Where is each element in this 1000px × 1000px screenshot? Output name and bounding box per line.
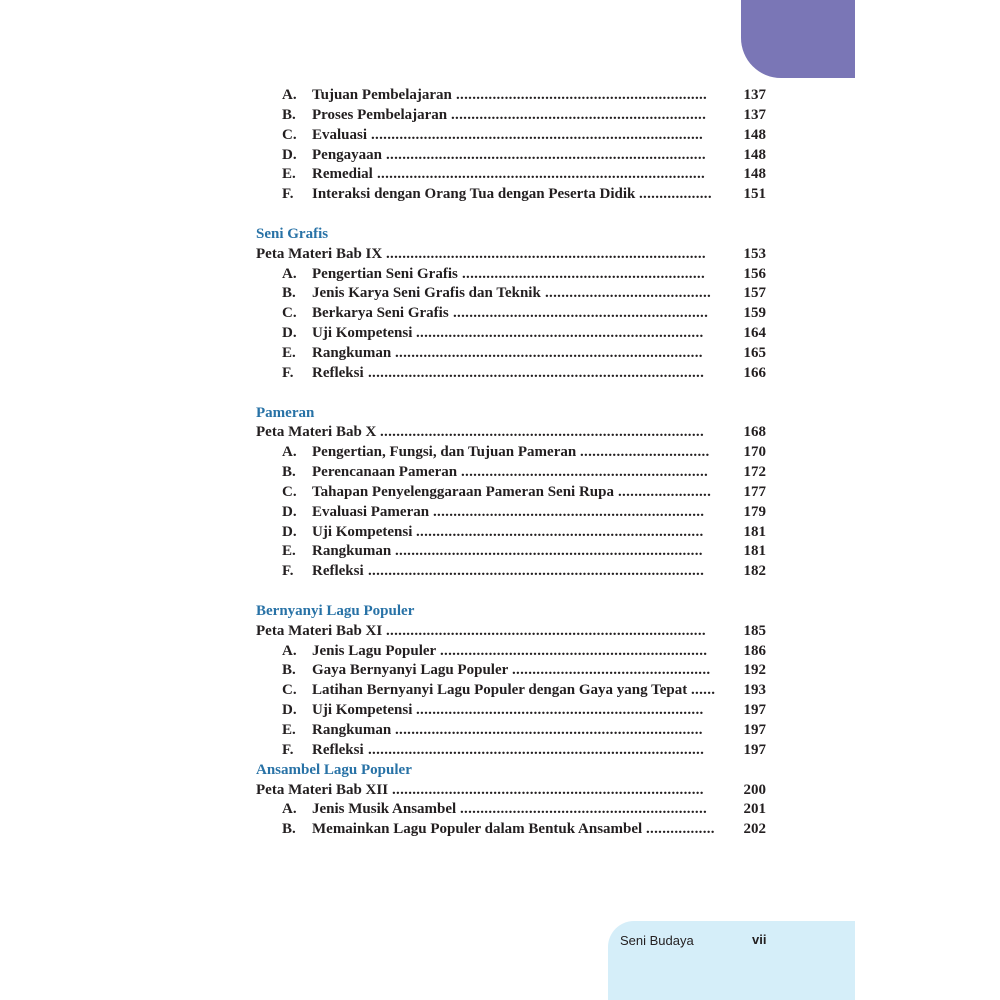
toc-entry-heading — [282, 721, 391, 741]
toc-entry — [256, 165, 766, 185]
corner-tab-decoration — [741, 0, 855, 78]
toc-entry-heading — [282, 503, 429, 523]
footer-book-title: Seni Budaya — [620, 933, 694, 948]
toc-entry-letter: E. — [282, 344, 296, 361]
toc-entry-title: Evaluasi Pameran — [312, 503, 430, 520]
toc-entry-letter: C. — [282, 126, 297, 143]
toc-entry-letter: D. — [282, 146, 297, 163]
toc-entry-title: Rangkuman — [312, 543, 392, 560]
toc-entry-heading — [282, 344, 391, 364]
toc-entry-title: Pengertian Seni Grafis — [312, 265, 458, 282]
toc-dot-leader: ................................................................................... — [368, 364, 705, 381]
toc-entry-heading — [282, 284, 541, 304]
toc-map-entry — [256, 423, 766, 443]
toc-entry-title: Peta Materi Bab X — [256, 424, 377, 441]
toc-dot-leader: ...... — [691, 682, 716, 699]
toc-entry — [256, 86, 766, 106]
toc-entry-title: Uji Kompetensi — [312, 523, 413, 540]
toc-dot-leader: ............................................................................... — [386, 622, 706, 639]
toc-entry — [256, 284, 766, 304]
toc-entry-title: Uji Kompetensi — [312, 702, 413, 719]
toc-entry — [256, 146, 766, 166]
toc-dot-leader: ................................ — [580, 444, 710, 461]
toc-entry-letter: E. — [282, 722, 296, 738]
toc-section-title: Bernyanyi Lagu Populer — [256, 602, 415, 619]
toc-entry-title: Berkarya Seni Grafis — [312, 305, 449, 322]
toc-dot-leader: ............................................................. — [461, 464, 709, 481]
toc-dot-leader: ............................................................................... — [386, 146, 706, 163]
toc-entry-heading — [282, 165, 373, 185]
toc-entry-page: 137 — [743, 106, 766, 123]
toc-entry — [256, 185, 766, 205]
toc-entry-heading — [282, 126, 367, 146]
toc-entry — [256, 463, 766, 483]
toc-entry-page: 151 — [743, 186, 766, 203]
toc-entry-heading — [282, 443, 576, 463]
toc-entry-page: 193 — [743, 682, 766, 699]
toc-entry-letter: E. — [282, 543, 296, 560]
toc-entry-page: 202 — [743, 821, 766, 838]
toc-entry-heading — [282, 185, 635, 205]
toc-entry-letter: C. — [282, 305, 297, 322]
toc-dot-leader: ................................................................................... — [368, 741, 705, 758]
toc-entry — [256, 800, 766, 820]
toc-spacer — [256, 582, 766, 602]
toc-entry-page: 137 — [743, 87, 766, 103]
toc-entry-page: 197 — [743, 741, 766, 758]
toc-entry-title: Pengertian, Fungsi, dan Tujuan Pameran — [312, 444, 577, 461]
toc-map-entry — [256, 245, 766, 265]
toc-entry-title: Jenis Karya Seni Grafis dan Teknik — [312, 285, 541, 302]
toc-entry-letter: D. — [282, 325, 297, 342]
toc-dot-leader: ................................................................................... — [368, 563, 705, 580]
toc-entry-title: Pengayaan — [312, 146, 383, 163]
toc-entry — [256, 523, 766, 543]
toc-map-entry — [256, 781, 766, 801]
toc-section-title: Pameran — [256, 404, 315, 421]
toc-dot-leader: ............................................................................ — [395, 344, 703, 361]
toc-entry-page: 166 — [743, 364, 766, 381]
toc-entry-page: 179 — [743, 503, 766, 520]
toc-dot-leader: .................. — [639, 186, 712, 203]
toc-entry-heading — [282, 324, 412, 344]
toc-entry-title: Peta Materi Bab IX — [256, 245, 383, 262]
toc-entry-heading — [282, 701, 412, 721]
toc-entry — [256, 126, 766, 146]
toc-entry-page: 159 — [743, 305, 766, 322]
toc-entry-heading — [256, 781, 388, 801]
toc-entry-heading — [282, 741, 364, 761]
toc-entry-heading — [282, 562, 364, 582]
toc-entry-letter: B. — [282, 821, 296, 838]
toc-entry-heading — [282, 463, 457, 483]
toc-entry — [256, 542, 766, 562]
toc-entry-heading — [282, 523, 412, 543]
toc-entry-heading — [282, 642, 436, 662]
toc-entry-page: 157 — [743, 285, 766, 302]
toc-entry-letter: A. — [282, 801, 297, 818]
toc-entry-heading — [256, 245, 382, 265]
toc-dot-leader: ................................................................................. — [377, 166, 706, 183]
toc-entry-page: 170 — [743, 444, 766, 461]
toc-entry-letter: A. — [282, 265, 297, 282]
toc-entry — [256, 642, 766, 662]
toc-spacer — [256, 384, 766, 404]
toc-entry — [256, 721, 766, 741]
toc-entry — [256, 483, 766, 503]
toc-entry-page: 181 — [743, 543, 766, 560]
toc-entry-heading — [282, 265, 458, 285]
toc-entry-title: Refleksi — [312, 741, 364, 758]
toc-entry-page: 197 — [743, 702, 766, 719]
toc-entry-letter: C. — [282, 483, 297, 500]
toc-entry-heading — [282, 483, 614, 503]
toc-entry-title: Perencanaan Pameran — [312, 464, 458, 481]
toc-dot-leader: ....................... — [618, 483, 712, 500]
toc-entry-page: 177 — [743, 483, 766, 500]
toc-entry-title: Rangkuman — [312, 722, 392, 738]
toc-entry — [256, 661, 766, 681]
toc-entry-title: Tujuan Pembelajaran — [312, 87, 452, 103]
toc-entry-letter: B. — [282, 285, 296, 302]
toc-entry — [256, 701, 766, 721]
toc-entry-heading — [282, 146, 382, 166]
toc-entry-heading — [282, 364, 364, 384]
toc-entry-title: Jenis Lagu Populer — [312, 642, 437, 659]
toc-dot-leader: ............................................................................ — [395, 543, 703, 560]
toc-entry-page: 156 — [743, 265, 766, 282]
toc-entry-page: 181 — [743, 523, 766, 540]
toc-entry-heading — [282, 542, 391, 562]
toc-map-entry — [256, 622, 766, 642]
toc-entry — [256, 324, 766, 344]
toc-dot-leader: ................................................................................ — [380, 424, 704, 441]
toc-entry-letter: F. — [282, 364, 294, 381]
toc-dot-leader: .............................................................. — [456, 87, 708, 103]
toc-entry-heading — [282, 800, 456, 820]
toc-dot-leader: ............................................................................. — [392, 781, 704, 798]
toc-entry — [256, 106, 766, 126]
toc-entry-title: Refleksi — [312, 563, 364, 580]
toc-dot-leader: ............................................................... — [451, 106, 707, 123]
toc-entry-page: 153 — [743, 245, 766, 262]
toc-entry-heading — [282, 86, 452, 106]
toc-entry-page: 192 — [743, 662, 766, 679]
toc-entry-title: Peta Materi Bab XII — [256, 781, 389, 798]
toc-dot-leader: ......................................... — [545, 285, 712, 302]
toc-entry — [256, 503, 766, 523]
toc-entry-letter: A. — [282, 642, 297, 659]
toc-entry-heading — [282, 106, 447, 126]
toc-entry-heading — [256, 423, 376, 443]
toc-dot-leader: ................................................. — [512, 662, 711, 679]
toc-entry-title: Evaluasi — [312, 126, 368, 143]
toc-entry-page: 148 — [743, 166, 766, 183]
toc-section-title: Seni Grafis — [256, 225, 329, 242]
toc-entry-title: Interaksi dengan Orang Tua dengan Peserta Didik — [312, 186, 636, 203]
toc-entry-letter: D. — [282, 503, 297, 520]
toc-entry — [256, 364, 766, 384]
toc-entry-letter: D. — [282, 523, 297, 540]
toc-entry — [256, 344, 766, 364]
toc-entry-title: Peta Materi Bab XI — [256, 622, 383, 639]
toc-entry — [256, 820, 766, 840]
toc-entry-title: Gaya Bernyanyi Lagu Populer — [312, 662, 509, 679]
toc-entry — [256, 265, 766, 285]
toc-entry-letter: A. — [282, 444, 297, 461]
toc-entry-page: 148 — [743, 146, 766, 163]
toc-entry-heading — [282, 820, 642, 840]
toc-entry-letter: F. — [282, 741, 294, 758]
toc-entry-letter: C. — [282, 682, 297, 699]
toc-entry-title: Remedial — [312, 166, 373, 183]
toc-entry-page: 197 — [743, 722, 766, 738]
toc-entry — [256, 562, 766, 582]
toc-dot-leader: ....................................................................... — [416, 523, 704, 540]
toc-entry — [256, 741, 766, 761]
toc-entry-page: 168 — [743, 424, 766, 441]
table-of-contents — [256, 86, 766, 840]
toc-entry-letter: A. — [282, 87, 297, 103]
toc-entry-title: Jenis Musik Ansambel — [312, 801, 457, 818]
toc-entry — [256, 304, 766, 324]
toc-entry-page: 200 — [743, 781, 766, 798]
footer-page-number: vii — [752, 932, 767, 947]
toc-entry-letter: F. — [282, 563, 294, 580]
toc-entry-title: Proses Pembelajaran — [312, 106, 448, 123]
toc-entry-letter: B. — [282, 464, 296, 481]
toc-dot-leader: .................................................................................. — [371, 126, 704, 143]
toc-entry-letter: E. — [282, 166, 296, 183]
toc-dot-leader: ....................................................................... — [416, 325, 704, 342]
toc-entry-page: 148 — [743, 126, 766, 143]
toc-entry-letter: D. — [282, 702, 297, 719]
toc-dot-leader: ............................................................................ — [395, 722, 703, 738]
toc-entry-heading — [282, 304, 449, 324]
toc-entry-page: 164 — [743, 325, 766, 342]
toc-entry-page: 201 — [743, 801, 766, 818]
toc-dot-leader: .................................................................. — [440, 642, 708, 659]
toc-entry-page: 182 — [743, 563, 766, 580]
toc-dot-leader: ................. — [646, 821, 715, 838]
toc-entry-letter: F. — [282, 186, 294, 203]
toc-entry-title: Uji Kompetensi — [312, 325, 413, 342]
toc-entry-letter: B. — [282, 106, 296, 123]
toc-entry-heading — [282, 681, 687, 701]
toc-entry-letter: B. — [282, 662, 296, 679]
toc-spacer — [256, 205, 766, 225]
toc-dot-leader: ....................................................................... — [416, 702, 704, 719]
toc-entry — [256, 681, 766, 701]
toc-section-title: Ansambel Lagu Populer — [256, 761, 412, 778]
toc-entry-title: Refleksi — [312, 364, 364, 381]
toc-dot-leader: ............................................................... — [453, 305, 709, 322]
toc-entry-page: 165 — [743, 344, 766, 361]
toc-entry — [256, 443, 766, 463]
toc-dot-leader: ............................................................ — [462, 265, 705, 282]
toc-entry-page: 185 — [743, 622, 766, 639]
toc-entry-page: 172 — [743, 464, 766, 481]
toc-entry-title: Tahapan Penyelenggaraan Pameran Seni Rupa — [312, 483, 614, 500]
toc-entry-heading — [256, 622, 382, 642]
toc-entry-title: Latihan Bernyanyi Lagu Populer dengan Gaya yang Tepat — [312, 682, 688, 699]
toc-dot-leader: ............................................................. — [460, 801, 708, 818]
toc-entry-title: Memainkan Lagu Populer dalam Bentuk Ansambel — [312, 821, 643, 838]
toc-entry-heading — [282, 661, 508, 681]
toc-dot-leader: ................................................................... — [433, 503, 705, 520]
toc-dot-leader: ............................................................................... — [386, 245, 706, 262]
toc-entry-title: Rangkuman — [312, 344, 392, 361]
toc-entry-page: 186 — [743, 642, 766, 659]
